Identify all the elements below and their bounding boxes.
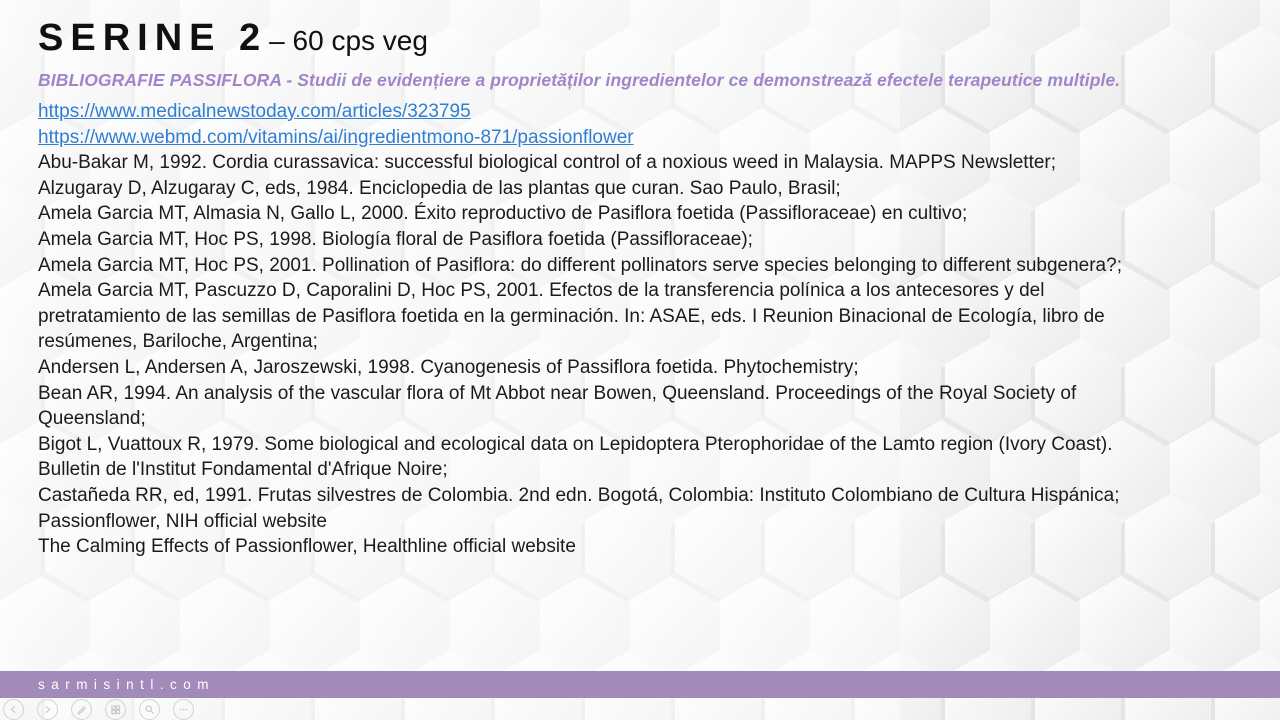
bibliography-line: Amela Garcia MT, Pascuzzo D, Caporalini D, Hoc PS, 2001. Efectos de la transferencia polínica a los antecesores y del [38,280,1045,302]
bibliography-line: Queensland; [38,408,146,430]
chevron-left-icon [7,703,20,716]
magnifier-icon [143,703,156,716]
footer-bar [0,671,1280,698]
bibliography-line: resúmenes, Bariloche, Argentina; [38,331,318,353]
footer-website: sarmisintl.com [38,677,215,692]
section-heading: BIBLIOGRAFIE PASSIFLORA - Studii de evidențiere a proprietăților ingredientelor ce demonstrează efectele terapeutice multiple. [38,70,1121,90]
bibliography-line: Abu-Bakar M, 1992. Cordia curassavica: successful biological control of a noxious weed in Malaysia. MAPPS Newsletter; [38,152,1057,174]
chevron-right-icon [41,703,54,716]
title-row [38,18,428,60]
bibliography-line: pretratamiento de las semillas de Pasiflora foetida en la germinación. In: ASAE, eds. I Reunion Binacional de Ecología, libro de [38,305,1105,327]
bibliography-list [38,99,1266,560]
bibliography-line: Bean AR, 1994. An analysis of the vascular flora of Mt Abbot near Bowen, Queensland. Proceedings of the Royal Society of [38,382,1077,404]
bibliography-line: The Calming Effects of Passionflower, Healthline official website [38,536,576,558]
bibliography-line: Castañeda RR, ed, 1991. Frutas silvestres de Colombia. 2nd edn. Bogotá, Colombia: Instituto Colombiano de Cultura Hispánica; [38,484,1120,506]
more-options-button[interactable] [173,699,194,720]
bibliography-line: Andersen L, Andersen A, Jaroszewski, 1998. Cyanogenesis of Passiflora foetida. Phytochemistry; [38,356,859,378]
bibliography-line: Amela Garcia MT, Hoc PS, 2001. Pollination of Pasiflora: do different pollinators serve species belonging to different subgenera?; [38,254,1122,276]
bibliography-line: Amela Garcia MT, Hoc PS, 1998. Biología floral de Pasiflora foetida (Passifloraceae); [38,228,753,250]
previous-slide-button[interactable] [3,699,24,720]
page-title: SERINE 2 [38,17,268,59]
bibliography-line: Alzugaray D, Alzugaray C, eds, 1984. Enciclopedia de las plantas que curan. Sao Paulo, Brasil; [38,177,841,199]
pen-icon [75,703,88,716]
bibliography-line: Passionflower, NIH official website [38,510,327,532]
bibliography-line: Bigot L, Vuattoux R, 1979. Some biological and ecological data on Lepidoptera Pterophoridae of the Lamto region (Ivory Coast). [38,433,1113,455]
bibliography-line: Bulletin de l'Institut Fondamental d'Afrique Noire; [38,459,448,481]
ellipsis-icon [177,703,190,716]
bibliography-line: Amela Garcia MT, Almasia N, Gallo L, 2000. Éxito reproductivo de Pasiflora foetida (Passifloraceae) en cultivo; [38,203,968,225]
see-all-slides-button[interactable] [105,699,126,720]
link-medicalnewstoday[interactable]: https://www.medicalnewstoday.com/articles/323795 [38,101,471,122]
page-title-suffix: – 60 cps veg [269,25,428,56]
slide-grid-icon [109,703,122,716]
pen-button[interactable] [71,699,92,720]
zoom-button[interactable] [139,699,160,720]
slideshow-controls [3,698,194,720]
next-slide-button[interactable] [37,699,58,720]
link-webmd[interactable]: https://www.webmd.com/vitamins/ai/ingredientmono-871/passionflower [38,126,634,148]
